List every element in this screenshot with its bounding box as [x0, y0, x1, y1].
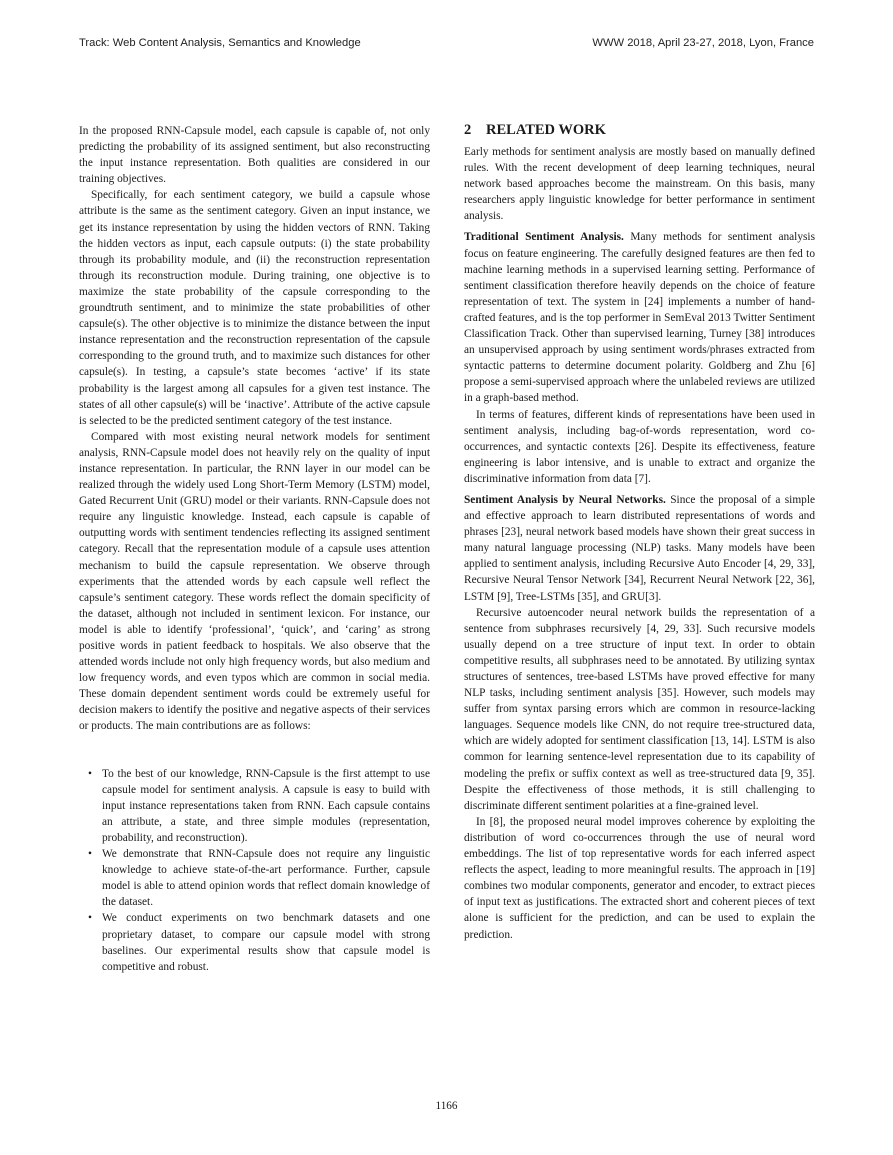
bullet-marker: •	[88, 912, 92, 925]
body-paragraph: Compared with most existing neural network models for sentiment analysis, RNN-Capsule model does not heavily rely on the quality of input instance representation. In particular, the RNN layer in our model can be realized through the widely used Long Short-Term Memory (LSTM) model, Gated Recurrent Unit (GRU) model or their variants. RNN-Capsule does not require any linguistic knowledge. Instead, each capsule is capable of outputting words with sentiment tendencies reflecting its assigned sentiment category. Recall that the representation module of a capsule uses attention mechanism to build the capsule representation. We observe through experiments that the attended words by each capsule well reflect the capsule’s sentiment category. These words reflect the domain specificity of the dataset, although not included in sentiment lexicon. For instance, our model is able to identify ‘professional’, ‘quick’, and ‘caring’ as strong positive words in patient feedback to hospitals. We also observe that the attended words include not only high frequency words, but also medium and low frequency words, and even typos which are common in social media. These domain dependent sentiment words could be extremely useful for decision makers to identify the positive and negative aspects of their services or products. The main contributions are as follows:	[79, 430, 430, 733]
body-paragraph: In the proposed RNN-Capsule model, each capsule is capable of, not only predicting the probability of its assigned sentiment, but also reconstructing the input instance representation. Both qualities are considered in our training objectives.	[79, 125, 430, 186]
body-paragraph	[464, 229, 815, 406]
page-number: 1166	[435, 1100, 458, 1112]
body-paragraph: In terms of features, different kinds of representations have been used in sentiment analysis, including bag-of-words representation, word co-occurrences, and syntactic contexts [26]. Despite its effectiveness, feature engineering is labor intensive, and is unable to extract and organize the discriminative information from data [7].	[464, 408, 815, 485]
section-number: 2	[464, 122, 472, 138]
section-title: RELATED WORK	[486, 122, 606, 138]
left-column	[79, 123, 430, 975]
body-paragraph	[464, 492, 815, 605]
contribution-item	[79, 910, 430, 974]
section-heading	[464, 121, 815, 139]
bullet-marker: •	[88, 848, 92, 861]
contribution-item	[79, 766, 430, 846]
contributions-list	[79, 766, 430, 975]
paragraph-heading: Sentiment Analysis by Neural Networks.	[464, 493, 666, 506]
paragraph-text: Since the proposal of a simple and effective approach to learn distributed representations of words and phrases [23], neural network based models have shown their great success in many natural language processing (NLP) tasks. Many models have been applied to sentiment analysis, including Recursive Auto Encoder [4, 29, 33], Recursive Neural Tensor Network [34], Recurrent Neural Network [22, 36], LSTM [9], Tree-LSTMs [35], and GRU[3].	[464, 493, 815, 603]
paragraph-heading: Traditional Sentiment Analysis.	[464, 231, 624, 244]
right-column	[464, 121, 815, 943]
paragraph-text: Many methods for sentiment analysis focus on feature engineering. The carefully designed features are then fed to machine learning methods in a supervised learning setting. Performance of sentiment classification therefore heavily depends on the choice of feature representation of text. The system in [24] implements a number of hand-crafted features, and is the top performer in SemEval 2013 Twitter Sentiment Classification Track. Other than supervised learning, Turney [38] introduces an unsupervised approach by using sentiment words/phrases extracted from syntactic patterns to determine document polarity. Goldberg and Zhu [6] propose a semi-supervised approach where the unlabeled reviews are utilized in a graph-based method.	[464, 231, 815, 405]
body-paragraph: Early methods for sentiment analysis are mostly based on manually defined rules. With the recent development of deep learning techniques, neural network based approaches become the mainstream. On this basis, many researchers apply linguistic knowledge for better performance in sentiment analysis.	[464, 146, 815, 223]
running-header-conference: WWW 2018, April 23-27, 2018, Lyon, France	[592, 37, 814, 49]
bullet-marker: •	[88, 767, 92, 780]
body-paragraph: Specifically, for each sentiment category, we build a capsule whose attribute is the same as the sentiment category. Given an input instance, we get its instance representation by using the hidden vectors of RNN. Taking the hidden vectors as input, each capsule outputs: (i) the state probability through its probability module, and (ii) the reconstruction representation through its reconstruction module. During training, one objective is to maximize the state probability of the capsule corresponding to the groundtruth sentiment, and to minimize the state probabilities of other capsule(s). The other objective is to minimize the distance between the input instance representation and the reconstruction representation of the capsule corresponding to the ground truth, and to maximize such distances for other capsule(s). In testing, a capsule’s state becomes ‘active’ if its state probability is the largest among all capsules for a given test instance. The states of all other capsule(s) will be ‘inactive’. Attribute of the active capsule is selected to be the predicted sentiment category of the test instance.	[79, 189, 430, 427]
contribution-item	[79, 846, 430, 910]
contribution-text: To the best of our knowledge, RNN-Capsule is the first attempt to use capsule model for sentiment analysis. A capsule is easy to build with input instance representations taken from RNN. Each capsule contains an attribute, a state, and three simple modules (representation, probability, and reconstruction).	[102, 767, 430, 844]
contribution-text: We demonstrate that RNN-Capsule does not require any linguistic knowledge to achieve state-of-the-art performance. Further, capsule model is able to attend opinion words that reflect domain knowledge of the dataset.	[102, 848, 430, 909]
contribution-text: We conduct experiments on two benchmark datasets and one proprietary dataset, to compare our capsule model with strong baselines. Our experimental results show that capsule model is competitive and robust.	[102, 912, 430, 973]
body-paragraph: In [8], the proposed neural model improves coherence by exploiting the distribution of word co-occurrences through the use of neural word embeddings. The list of top representative words for each inferred aspect reflects the aspect, leading to more meaningful results. The approach in [19] combines two modular components, generator and encoder, to extract pieces of input text as justifications. The extracted short and coherent pieces of text alone is sufficient for the prediction, and can be used to explain the prediction.	[464, 815, 815, 941]
running-header-track: Track: Web Content Analysis, Semantics and Knowledge	[79, 37, 361, 49]
body-paragraph: Recursive autoencoder neural network builds the representation of a sentence from subphrases recursively [4, 29, 33]. Such recursive models usually depend on a tree structure of input text. In order to obtain competitive results, all subphrases need to be annotated. By utilizing syntax structures of sentences, tree-based LSTMs have proved effective for many NLP tasks, including sentiment analysis [35]. However, such models may suffer from syntax parsing errors which are common in resource-lacking languages. Sequence models like CNN, do not require tree-structured data, which are widely adopted for sentiment classification [13, 14]. LSTM is also common for learning sentence-level representation due to its capability of modeling the prefix or suffix context as well as tree-structured data [9, 35]. Despite the effectiveness of those methods, it is still challenging to discriminate different sentiment polarities at a fine-grained level.	[464, 606, 815, 812]
